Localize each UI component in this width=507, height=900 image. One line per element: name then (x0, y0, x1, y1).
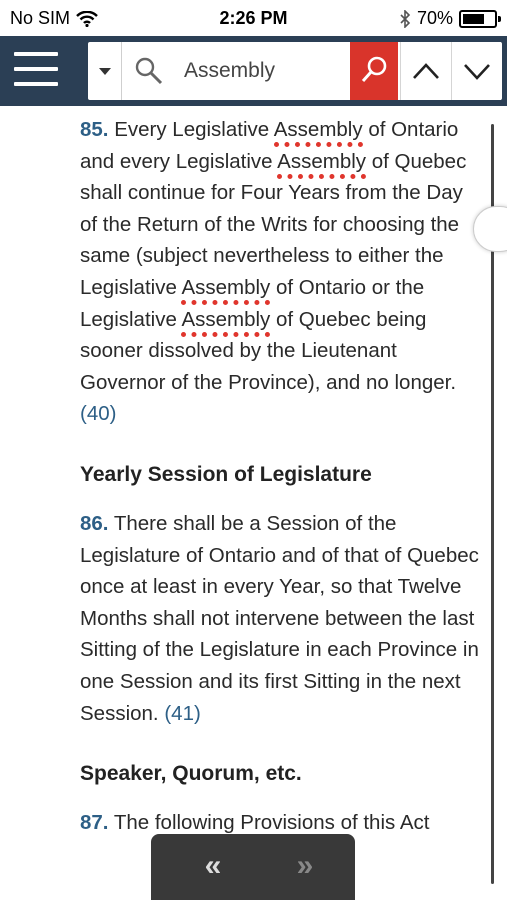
search-results-button[interactable] (350, 42, 398, 100)
section-text: of Quebec shall continue for Four Years from the Day of the Return of the Writs for choosing the same (subject nevertheless to either the Legislative (80, 149, 467, 299)
previous-section-button[interactable] (179, 848, 239, 884)
menu-bar-icon (14, 67, 58, 71)
menu-bar-icon (14, 82, 58, 86)
find-in-page-icon (350, 42, 398, 100)
search-box (88, 42, 502, 100)
battery-icon (459, 10, 497, 28)
footnote-link[interactable]: (40) (80, 402, 117, 426)
section-number[interactable]: 86. (80, 511, 109, 535)
section-text: of Quebec being sooner dissolved by the Lieutenant Governor of the Province), and no longer. (80, 307, 457, 394)
section-number[interactable]: 87. (80, 811, 109, 835)
section-text: of Ontario and every Legislative (80, 118, 459, 173)
toolbar (0, 36, 507, 106)
section-heading: Speaker, Quorum, etc. (80, 762, 302, 786)
status-right (399, 8, 497, 29)
carrier-label: No SIM (10, 8, 71, 28)
section-text: of Ontario or the Legislative (80, 275, 425, 331)
search-icon (134, 56, 164, 86)
search-match: Assembly (277, 150, 366, 179)
previous-match-button[interactable] (400, 42, 450, 100)
status-bar (0, 0, 507, 36)
section-heading: Yearly Session of Legislature (80, 462, 372, 486)
menu-bar-icon (14, 52, 58, 56)
bluetooth-icon (399, 10, 411, 28)
next-section-button[interactable] (271, 848, 331, 884)
section-number[interactable]: 85. (80, 118, 109, 141)
section-text: Every Legislative (114, 118, 270, 141)
next-match-button[interactable] (451, 42, 501, 100)
section-text: The following Provisions of this Act (113, 811, 430, 835)
text-column (80, 114, 480, 839)
double-chevron-right-icon: » (296, 849, 306, 882)
hamburger-menu-button[interactable] (10, 46, 62, 96)
double-chevron-left-icon: « (204, 849, 214, 882)
search-match: Assembly (181, 308, 270, 337)
section-85 (80, 114, 480, 430)
clock: 2:26 PM (219, 8, 288, 28)
section-86 (80, 508, 480, 729)
chevron-down-icon (452, 42, 502, 100)
search-match: Assembly (274, 118, 363, 147)
section-text: There shall be a Session of the Legislature of Ontario and of that of Quebec once at least in every Year, so that Twelve Months shall not intervene between the last Sitting of the Legislature in each Province in one Session and its first Sitting in the next Session. (80, 511, 479, 725)
section-pager (151, 834, 355, 900)
footnote-link[interactable]: (41) (164, 701, 201, 725)
search-match: Assembly (181, 276, 270, 305)
document-content[interactable] (0, 106, 507, 900)
chevron-up-icon (401, 42, 451, 100)
search-scope-dropdown[interactable] (88, 42, 122, 100)
search-input[interactable] (184, 42, 344, 100)
battery-percent: 70% (416, 8, 453, 28)
